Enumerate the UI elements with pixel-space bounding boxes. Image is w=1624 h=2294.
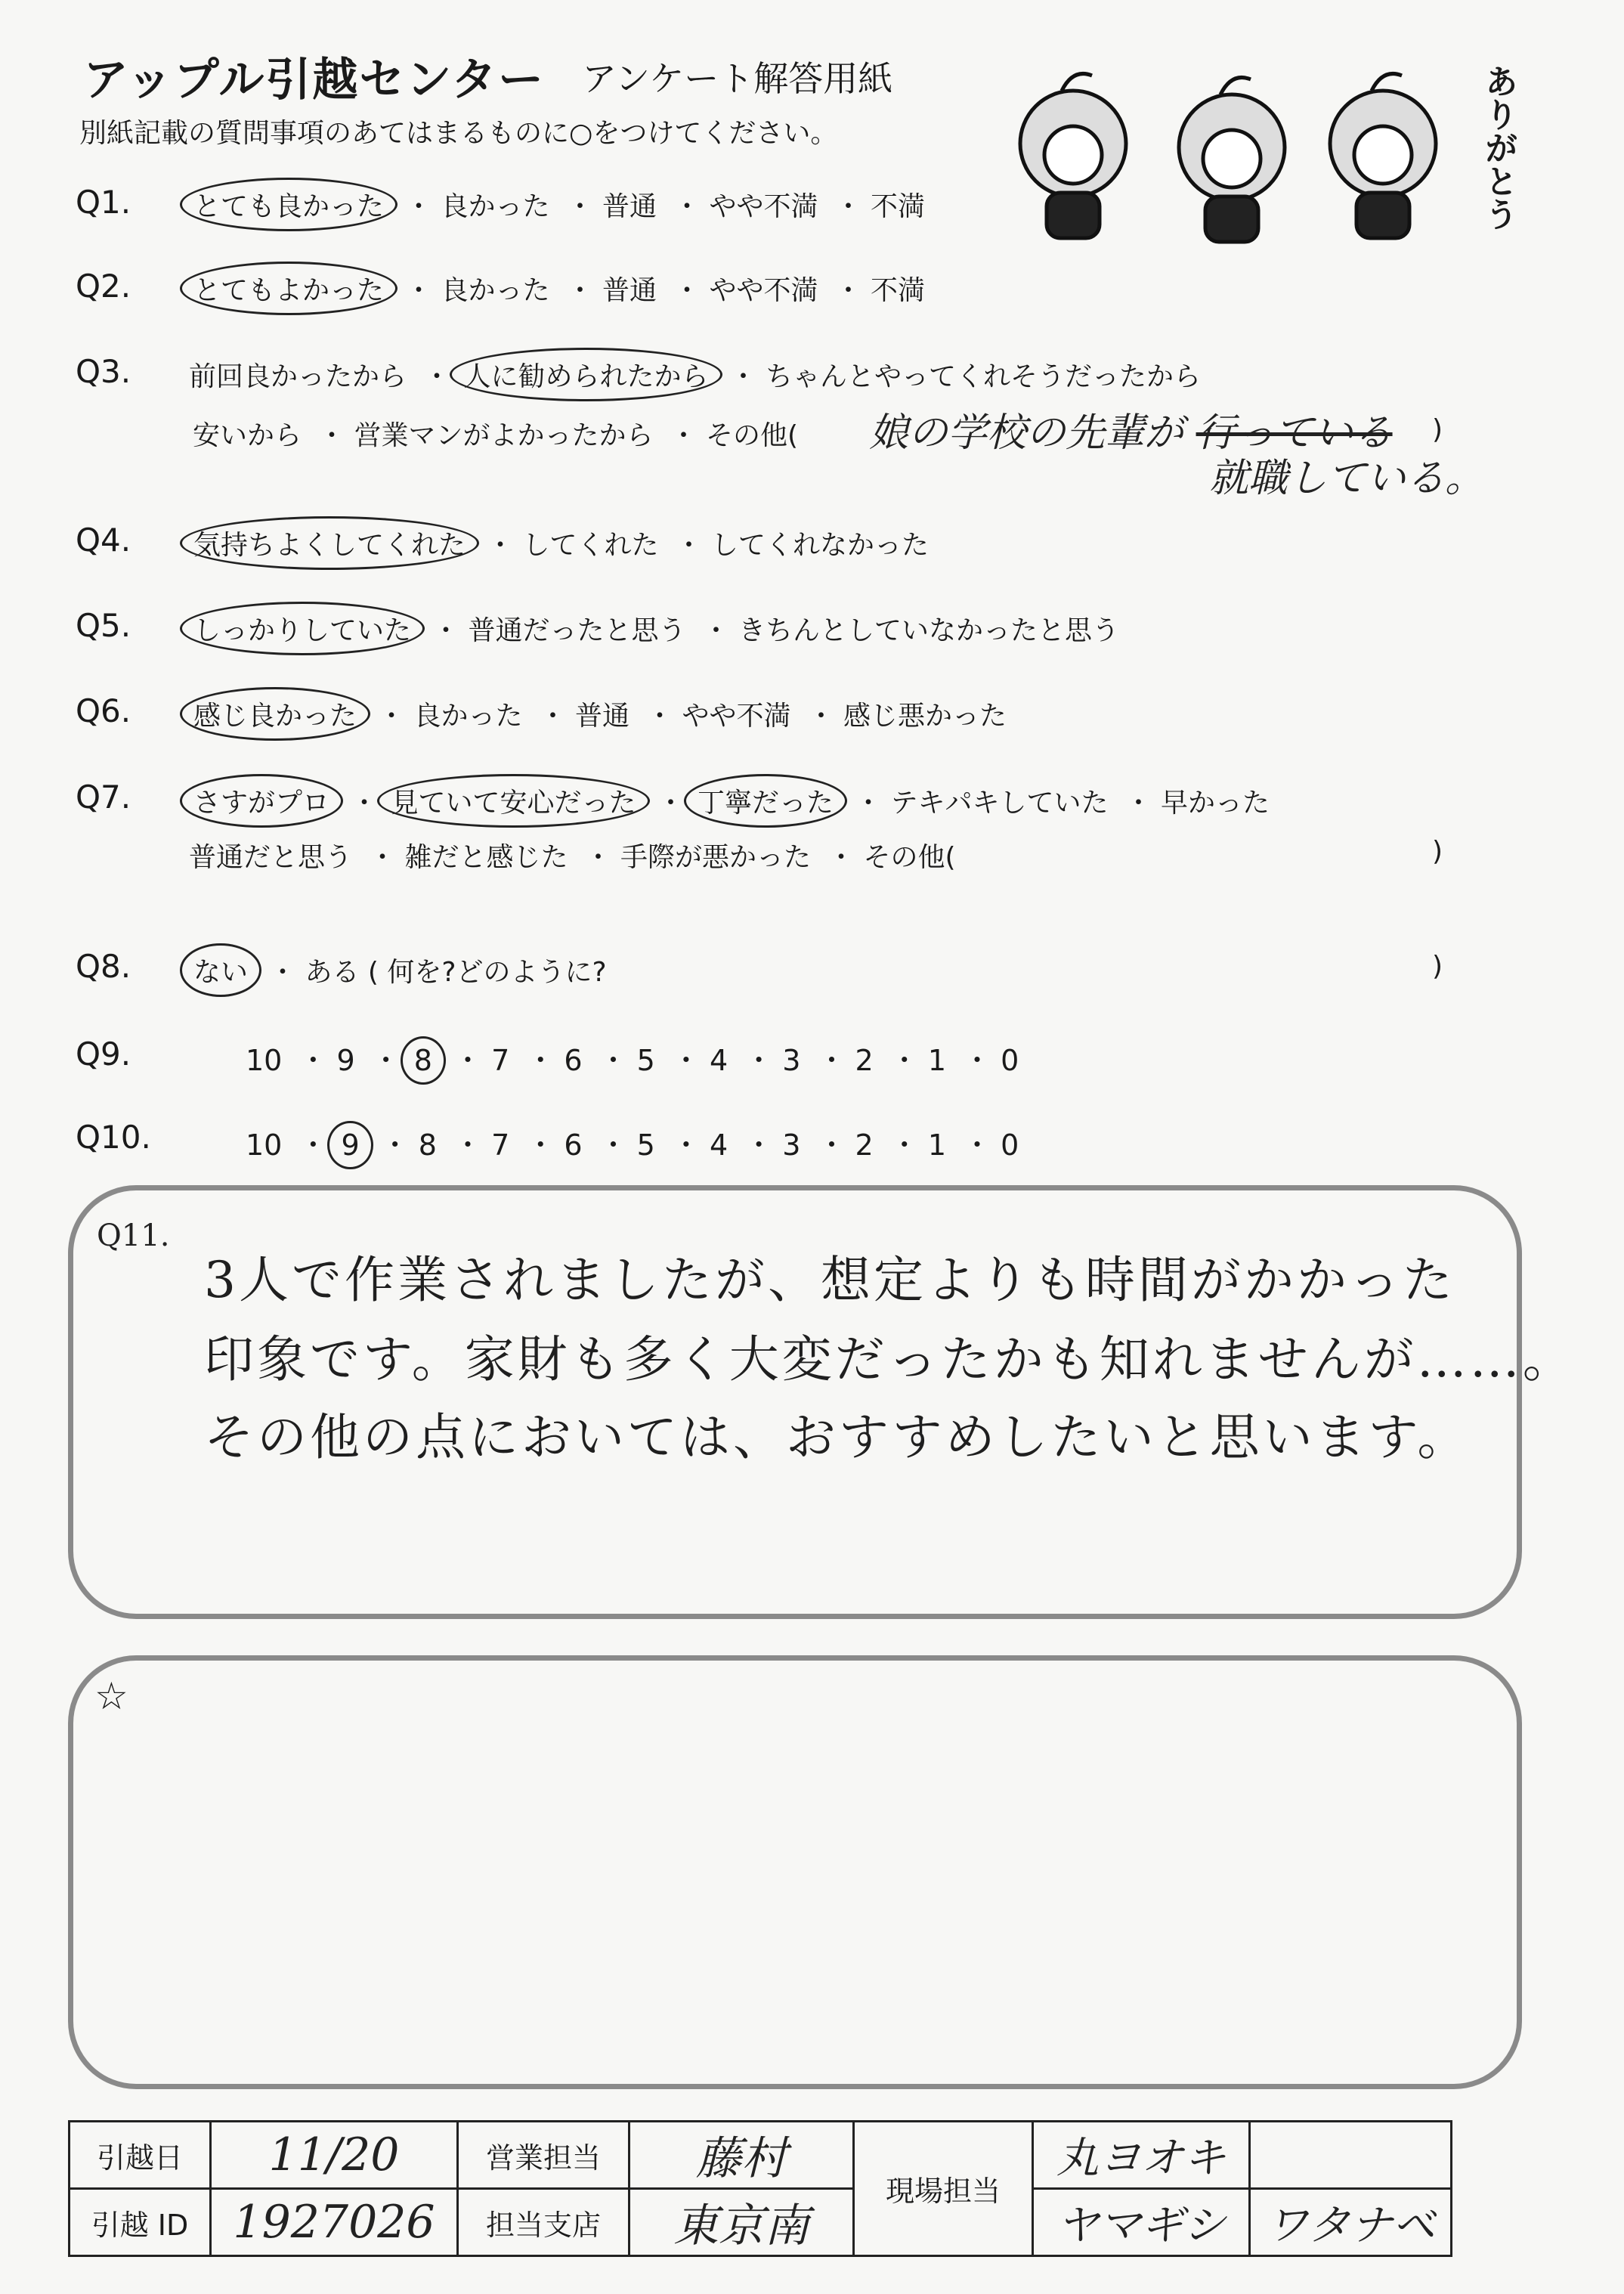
q10-value-6[interactable]: 6 xyxy=(564,1128,583,1162)
form-title: アップル引越センター xyxy=(83,54,545,107)
q7-option-3[interactable]: 丁寧だった xyxy=(693,782,838,820)
q5-label: Q5. xyxy=(76,607,131,644)
q8-options: ない ・ ある ( 何を?どのように? xyxy=(189,951,607,989)
q2-options: とてもよかった ・ 良かった ・ 普通 ・ やや不満 ・ 不満 xyxy=(189,269,925,308)
q3-option-4[interactable]: 安いから xyxy=(193,420,302,451)
move-id-label: 引越 ID xyxy=(70,2189,211,2256)
q1-option-4[interactable]: やや不満 xyxy=(709,191,818,222)
move-id-value[interactable]: 1927026 xyxy=(211,2189,458,2256)
q10-value-2[interactable]: 2 xyxy=(855,1128,874,1162)
q7-option-7[interactable]: 雑だと感じた xyxy=(404,842,568,873)
site-staff-3[interactable]: ヤマギシ xyxy=(1033,2189,1250,2256)
q2-option-4[interactable]: やや不満 xyxy=(709,275,818,306)
q4-label: Q4. xyxy=(76,522,131,559)
site-staff-2[interactable] xyxy=(1250,2122,1452,2189)
mascot-thanks-text: ありがとう xyxy=(1479,64,1517,231)
q3-option-6[interactable]: その他( xyxy=(705,420,799,451)
q10-value-4[interactable]: 4 xyxy=(709,1128,728,1162)
q3-other-struck: 行っている xyxy=(1196,410,1393,456)
q7-options-line1: さすがプロ ・ 見ていて安心だった ・ 丁寧だった ・ テキパキしていた ・ 早かった xyxy=(189,782,1270,820)
q8-option-2[interactable]: ある ( 何を?どのように? xyxy=(305,957,607,988)
q6-option-5[interactable]: 感じ悪かった xyxy=(843,701,1007,732)
q1-label: Q1. xyxy=(76,184,131,221)
q10-value-3[interactable]: 3 xyxy=(782,1128,801,1162)
q11-line-1: 3人で作業されましたが、想定よりも時間がかかった xyxy=(204,1251,1455,1309)
q1-option-5[interactable]: 不満 xyxy=(870,191,925,222)
q4-options: 気持ちよくしてくれた ・ してくれた ・ してくれなかった xyxy=(189,524,929,562)
q10-scale: 10 ・ 9 ・ 8 ・ 7 ・ 6 ・ 5 ・ 4 ・ 3 ・ 2 ・ 1 ・ 0 xyxy=(246,1128,1019,1162)
q3-option-2[interactable]: 人に勧められたから xyxy=(459,355,713,394)
q2-label: Q2. xyxy=(76,268,131,305)
q9-value-7[interactable]: 7 xyxy=(491,1044,510,1077)
q3-option-5[interactable]: 営業マンがよかったから xyxy=(354,420,654,451)
q10-value-0[interactable]: 0 xyxy=(1001,1128,1019,1162)
move-date-label: 引越日 xyxy=(70,2122,211,2189)
q9-value-0[interactable]: 0 xyxy=(1001,1044,1019,1077)
q4-option-2[interactable]: してくれた xyxy=(522,530,659,561)
q10-value-8[interactable]: 8 xyxy=(418,1128,437,1162)
site-label: 現場担当 xyxy=(854,2122,1033,2256)
q6-option-2[interactable]: 良かった xyxy=(413,701,523,732)
instruction-text: 別紙記載の質問事項のあてはまるものに○をつけてください。 xyxy=(79,118,838,149)
q7-option-8[interactable]: 手際が悪かった xyxy=(620,842,811,873)
q6-option-4[interactable]: やや不満 xyxy=(682,701,791,732)
branch-value[interactable]: 東京南 xyxy=(629,2189,854,2256)
q3-option-1[interactable]: 前回良かったから xyxy=(189,361,407,392)
star-comment-box[interactable] xyxy=(68,1655,1522,2089)
q5-option-1[interactable]: しっかりしていた xyxy=(189,609,416,648)
q1-option-2[interactable]: 良かった xyxy=(441,191,550,222)
q2-option-2[interactable]: 良かった xyxy=(441,275,550,306)
sales-label: 営業担当 xyxy=(458,2122,629,2189)
q3-other-text: 娘の学校の先輩が xyxy=(869,410,1184,456)
q5-options: しっかりしていた ・ 普通だったと思う ・ きちんとしていなかったと思う xyxy=(189,609,1119,648)
q1-options: とても良かった ・ 良かった ・ 普通 ・ やや不満 ・ 不満 xyxy=(189,185,925,224)
q3-close-paren: ) xyxy=(1432,414,1443,445)
q10-value-7[interactable]: 7 xyxy=(491,1128,510,1162)
move-date-value[interactable]: 11/20 xyxy=(211,2122,458,2189)
q7-option-2[interactable]: 見ていて安心だった xyxy=(386,782,640,820)
q7-option-6[interactable]: 普通だと思う xyxy=(189,842,353,873)
q10-label: Q10. xyxy=(76,1119,151,1156)
q3-other-line2: 就職している。 xyxy=(1209,456,1485,501)
q9-value-8[interactable]: 8 xyxy=(410,1044,437,1077)
q11-line-2: 印象です。家財も多く大変だったかも知れませんが……。 xyxy=(204,1330,1576,1388)
q2-option-5[interactable]: 不満 xyxy=(870,275,925,306)
q9-value-6[interactable]: 6 xyxy=(564,1044,583,1077)
q6-label: Q6. xyxy=(76,692,131,729)
branch-label: 担当支店 xyxy=(458,2189,629,2256)
q11-label: Q11. xyxy=(97,1218,170,1253)
q10-value-10[interactable]: 10 xyxy=(246,1128,283,1162)
q7-option-5[interactable]: 早かった xyxy=(1160,788,1270,819)
monkey-mascot-icons xyxy=(990,60,1474,249)
q2-option-3[interactable]: 普通 xyxy=(602,275,657,306)
q9-value-1[interactable]: 1 xyxy=(927,1044,947,1077)
q1-option-3[interactable]: 普通 xyxy=(602,191,657,222)
q9-value-2[interactable]: 2 xyxy=(855,1044,874,1077)
q7-close-paren: ) xyxy=(1432,836,1443,867)
q7-option-9[interactable]: その他( xyxy=(863,842,956,873)
site-staff-4[interactable]: ワタナベ xyxy=(1250,2189,1452,2256)
star-icon: ☆ xyxy=(94,1674,128,1718)
q9-value-10[interactable]: 10 xyxy=(246,1044,283,1077)
q7-label: Q7. xyxy=(76,779,131,816)
q10-value-1[interactable]: 1 xyxy=(927,1128,947,1162)
form-subtitle: アンケート解答用紙 xyxy=(582,58,893,99)
q7-option-4[interactable]: テキパキしていた xyxy=(890,788,1109,819)
q7-option-1[interactable]: さすがプロ xyxy=(189,782,334,820)
q8-label: Q8. xyxy=(76,948,131,985)
q3-options-line1: 前回良かったから ・ 人に勧められたから ・ ちゃんとやってくれそうだったから xyxy=(189,355,1201,394)
q3-option-3[interactable]: ちゃんとやってくれそうだったから xyxy=(765,361,1201,392)
q9-value-9[interactable]: 9 xyxy=(336,1044,355,1077)
q6-option-3[interactable]: 普通 xyxy=(574,701,629,732)
q11-line-3: その他の点においては、おすすめしたいと思います。 xyxy=(204,1408,1471,1466)
q6-option-1[interactable]: 感じ良かった xyxy=(189,695,361,733)
q3-options-line2: 安いから ・ 営業マンがよかったから ・ その他( xyxy=(193,420,799,451)
sales-value[interactable]: 藤村 xyxy=(629,2122,854,2189)
q4-option-1[interactable]: 気持ちよくしてくれた xyxy=(189,524,470,562)
q6-options: 感じ良かった ・ 良かった ・ 普通 ・ やや不満 ・ 感じ悪かった xyxy=(189,695,1007,733)
q9-scale: 10 ・ 9 ・ 8 ・ 7 ・ 6 ・ 5 ・ 4 ・ 3 ・ 2 ・ 1 ・ 0 xyxy=(246,1044,1019,1077)
q4-option-3[interactable]: してくれなかった xyxy=(710,530,929,561)
site-staff-1[interactable]: 丸ヨオキ xyxy=(1033,2122,1250,2189)
q2-option-1[interactable]: とてもよかった xyxy=(189,269,388,308)
q8-option-1[interactable]: ない xyxy=(189,951,252,989)
q9-label: Q9. xyxy=(76,1036,131,1073)
q3-label: Q3. xyxy=(76,353,131,390)
q8-close-paren: ) xyxy=(1432,951,1443,982)
q10-value-9[interactable]: 9 xyxy=(336,1128,363,1162)
q9-value-4[interactable]: 4 xyxy=(709,1044,728,1077)
q7-options-line2: 普通だと思う ・ 雑だと感じた ・ 手際が悪かった ・ その他( xyxy=(189,842,956,873)
q10-value-5[interactable]: 5 xyxy=(636,1128,655,1162)
q5-option-3[interactable]: きちんとしていなかったと思う xyxy=(738,615,1119,646)
q9-value-3[interactable]: 3 xyxy=(782,1044,801,1077)
q5-option-2[interactable]: 普通だったと思う xyxy=(468,615,686,646)
q1-option-1[interactable]: とても良かった xyxy=(189,185,388,224)
q9-value-5[interactable]: 5 xyxy=(636,1044,655,1077)
footer-info-table xyxy=(68,2120,1452,2257)
